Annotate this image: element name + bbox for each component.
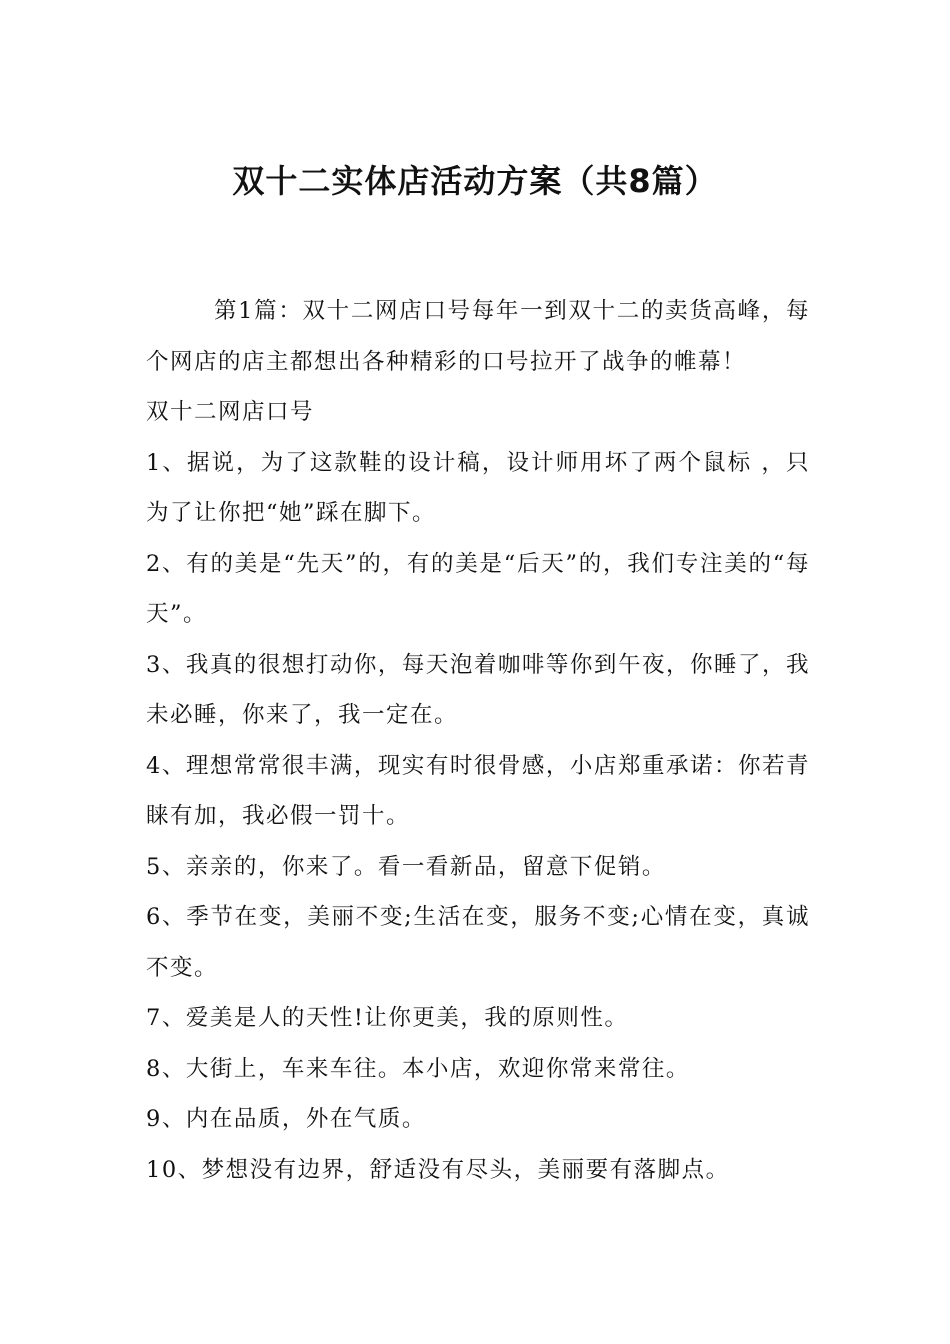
document-body — [146, 286, 810, 1195]
slogan-item: 6、季节在变，美丽不变;生活在变，服务不变;心情在变，真诚不变。 — [146, 904, 810, 981]
slogan-item: 4、理想常常很丰满，现实有时很骨感，小店郑重承诺：你若青睐有加，我必假一罚十。 — [146, 752, 810, 829]
slogan-item: 1、据说，为了这款鞋的设计稿，设计师用坏了两个鼠标 ，只为了让你把“她”踩在脚下。 — [146, 449, 810, 526]
slogan-item: 5、亲亲的，你来了。看一看新品，留意下促销。 — [146, 853, 666, 880]
slogan-item: 9、内在品质，外在气质。 — [146, 1106, 426, 1132]
slogan-item: 7、爱美是人的天性!让你更美，我的原则性。 — [146, 1005, 629, 1031]
slogan-item: 10、梦想没有边界，舒适没有尽头，美丽要有落脚点。 — [146, 1156, 730, 1183]
document-title: 双十二实体店活动方案（共8篇） — [232, 162, 718, 200]
slogan-item: 2、有的美是“先天”的，有的美是“后天”的，我们专注美的“每天”。 — [146, 550, 810, 627]
slogan-item: 8、大街上，车来车往。本小店，欢迎你常来常往。 — [146, 1055, 690, 1082]
intro-paragraph: 第1篇：双十二网店口号每年一到双十二的卖货高峰，每个网店的店主都想出各种精彩的口号拉开了战争的帷幕！ — [146, 298, 810, 375]
section-heading: 双十二网店口号 — [146, 399, 315, 425]
slogan-item: 3、我真的很想打动你，每天泡着咖啡等你到午夜，你睡了，我未必睡，你来了，我一定在。 — [146, 651, 810, 728]
